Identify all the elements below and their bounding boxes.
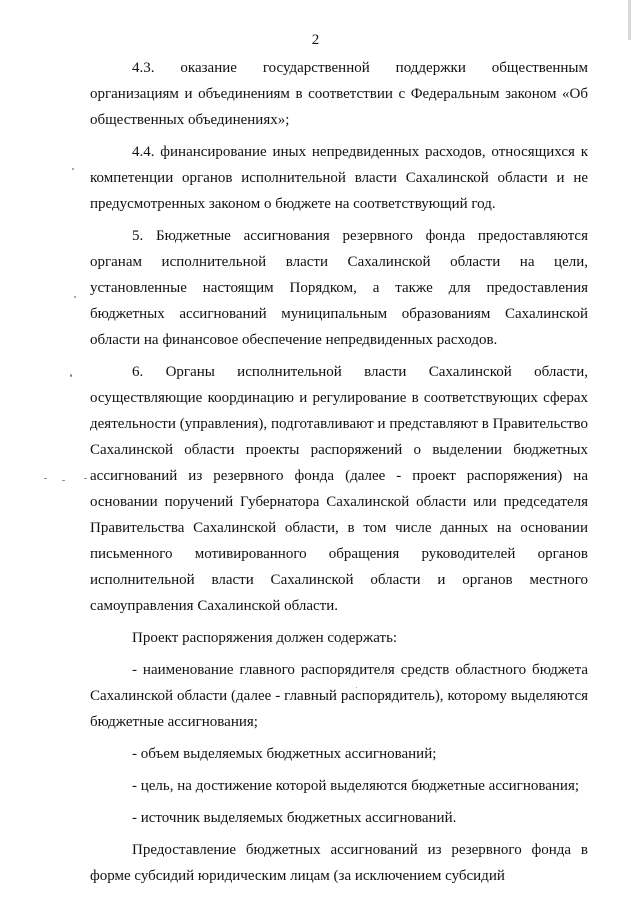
scan-speck bbox=[74, 296, 76, 298]
scan-speck bbox=[70, 374, 72, 377]
scan-speck bbox=[84, 478, 87, 479]
list-item-source: - источник выделяемых бюджетных ассигнований. bbox=[132, 810, 457, 826]
paragraph-6: 6. Органы исполнительной власти Сахалинской области, осуществляющие координацию и регулирование в соответствующих сферах деятельности (управления), подготавливают и представляют в Правительство Сахалинской области проекты распоряжений о выделении бюджетных ассигнований из резервного фонда (далее - проект распоряжения) на основании поручений Губернатора Сахалинской области или председателя Правительства Сахалинской области, в том числе данных на основании письменного мотивированного обращения руководителей органов исполнительной власти Сахалинской области и органов местного самоуправления Сахалинской области. bbox=[90, 364, 588, 614]
body-text bbox=[90, 49, 588, 889]
list-item-purpose: - цель, на достижение которой выделяются бюджетные ассигнования; bbox=[132, 778, 580, 794]
paragraph-subsidies: Предоставление бюджетных ассигнований из резервного фонда в форме субсидий юридическим лицам (за исключением субсидий bbox=[90, 842, 588, 884]
paragraph-5: 5. Бюджетные ассигнования резервного фонда предоставляются органам исполнительной власти Сахалинской области на цели, установленные настоящим Порядком, а также для предоставления бюджетных ассигнований муниципальным образованиям Сахалинской области на финансовое обеспечение непредвиденных расходов. bbox=[90, 228, 588, 348]
list-item-distributor: - наименование главного распорядителя средств областного бюджета Сахалинской области (далее - главный распорядитель), которому выделяются бюджетные ассигнования; bbox=[90, 662, 588, 730]
paragraph-draft-contents: Проект распоряжения должен содержать: bbox=[132, 630, 398, 646]
paragraph-4-4: 4.4. финансирование иных непредвиденных расходов, относящихся к компетенции органов исполнительной власти Сахалинской области и не предусмотренных законом о бюджете на соответствующий год. bbox=[90, 144, 588, 212]
scan-speck bbox=[356, 687, 357, 688]
list-item-volume: - объем выделяемых бюджетных ассигнований; bbox=[132, 746, 437, 762]
scan-speck bbox=[62, 480, 65, 481]
scan-speck bbox=[44, 478, 47, 479]
page-number: 2 bbox=[311, 32, 320, 48]
paragraph-4-3: 4.3. оказание государственной поддержки общественным организациям и объединениям в соответствии с Федеральным законом «Об общественных объединениях»; bbox=[90, 60, 588, 128]
scan-speck bbox=[72, 168, 74, 170]
